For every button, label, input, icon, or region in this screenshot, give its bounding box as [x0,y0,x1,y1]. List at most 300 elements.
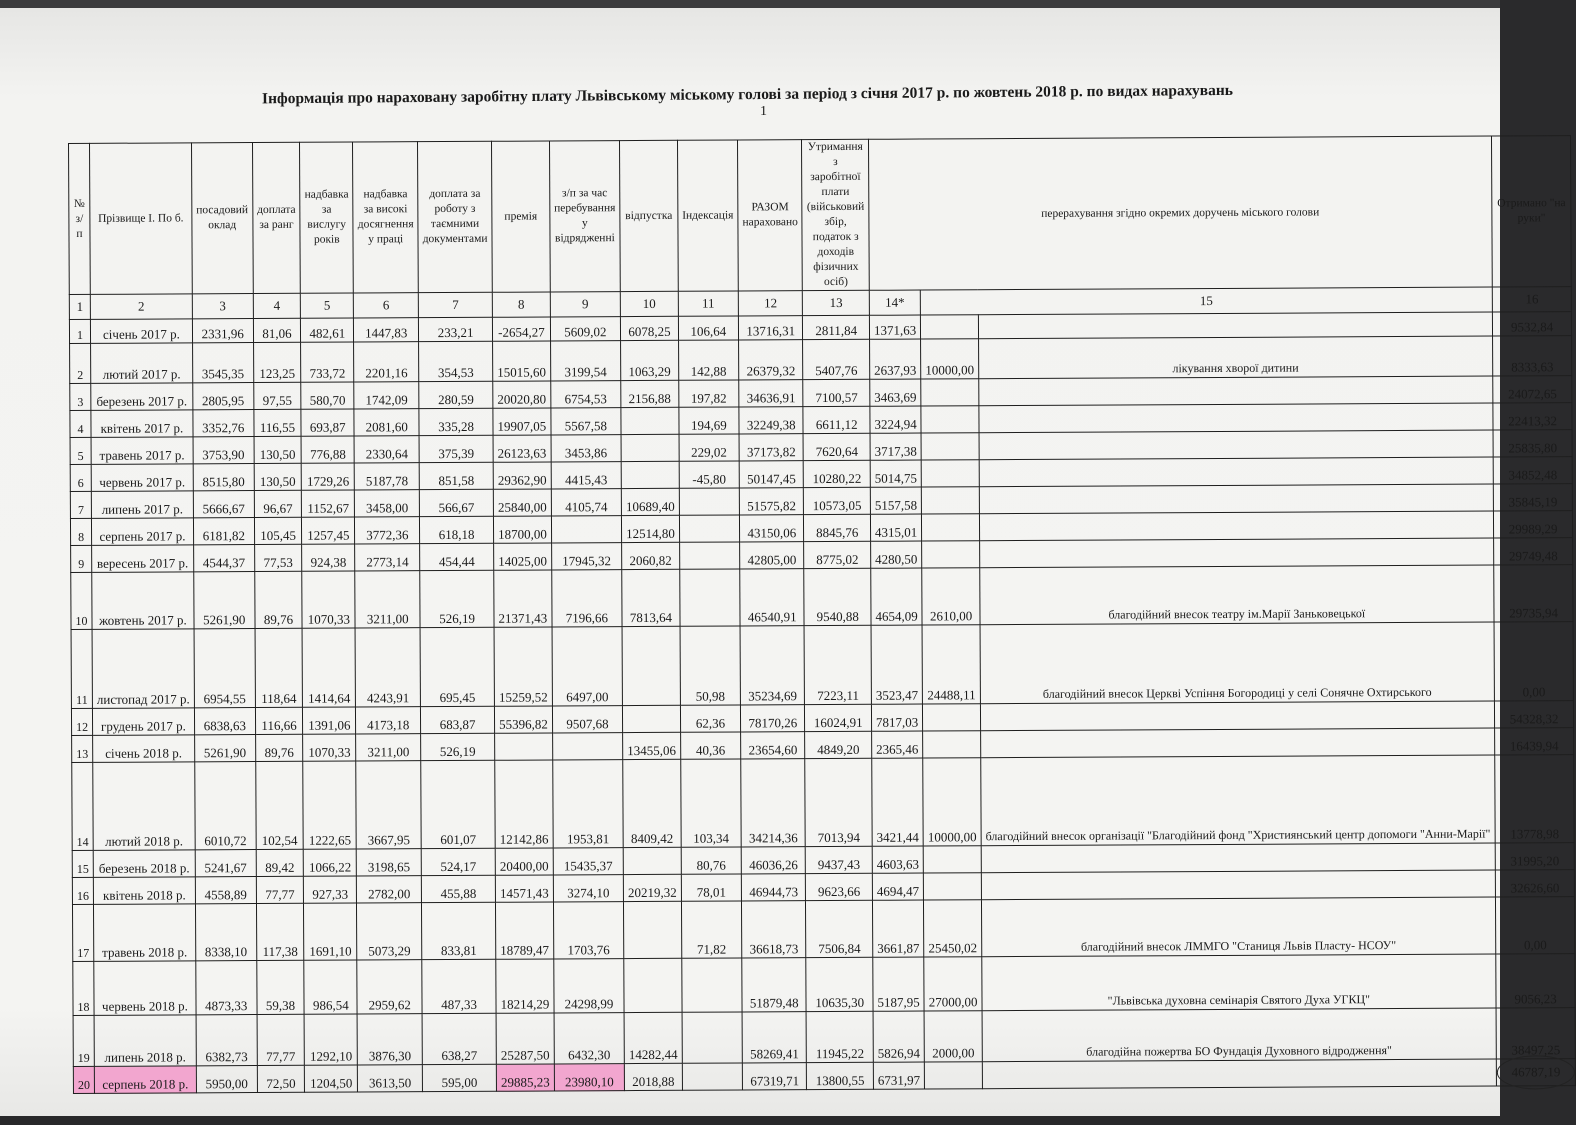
cell-c16: 38497,25 [1496,1008,1576,1059]
cell-c6: 1742,09 [354,382,419,409]
cell-c4: 77,77 [257,1014,305,1065]
cell-c10: 7813,64 [622,569,680,626]
cell-c15a [921,460,979,487]
header-transfers: перерахування згідно окремих доручень міського голови [868,136,1492,290]
header-name: Прізвище І. По б. [90,143,193,295]
cell-c4: 130,50 [254,463,302,490]
col-num: 15 [920,287,1492,315]
cell-c13: 9623,66 [806,873,873,900]
cell-c10: 13455,06 [623,732,681,759]
header-rank: доплата за ранг [252,142,300,293]
cell-n: 14 [72,762,93,850]
col-num: 10 [620,291,678,316]
cell-c3: 3545,35 [192,343,253,383]
cell-c16: 0,00 [1495,897,1575,954]
col-num: 11 [678,291,738,316]
cell-c9: 1953,81 [553,760,624,848]
cell-c6: 3211,00 [355,571,420,628]
cell-c5: 1222,65 [303,761,356,849]
cell-c12: 51879,48 [742,958,807,1012]
header-row [69,136,1572,295]
cell-c14: 5014,75 [870,460,921,487]
cell-n: 12 [71,708,92,735]
cell-c16: 29749,48 [1493,538,1573,565]
cell-c4: 59,38 [257,960,305,1014]
cell-c10 [621,461,679,488]
cell-c15b [980,538,1494,568]
cell-c3: 5261,90 [194,572,255,629]
cell-c4: 89,76 [255,734,303,761]
cell-c15b: благодійний внесок Церкві Успіння Богородиці у селі Сонячне Охтирського [980,622,1494,704]
cell-c12: 35234,69 [740,626,805,705]
cell-c7: 851,58 [419,462,493,489]
cell-c7: 524,17 [421,848,495,875]
cell-c12: 58269,41 [742,1012,807,1063]
cell-c8: 18789,47 [496,902,554,959]
cell-c6: 3667,95 [356,761,421,849]
cell-c15a [921,406,979,433]
cell-c13: 6611,12 [803,406,870,433]
cell-c6: 2081,60 [354,409,419,436]
cell-n: 19 [73,1015,94,1066]
cell-c11: 197,82 [679,380,739,407]
cell-c13: 9540,88 [804,568,871,625]
cell-month: серпень 2018 р. [94,1066,196,1094]
cell-c12: 42805,00 [740,542,805,569]
cell-c3: 2331,96 [192,319,253,343]
cell-c8: 14025,00 [494,543,552,570]
cell-c8: 15015,60 [493,341,551,381]
cell-c16: 29735,94 [1493,565,1573,622]
col-num: 9 [550,292,620,317]
cell-n: 13 [72,735,93,762]
cell-c10: 14282,44 [624,1012,682,1063]
cell-c14: 3523,47 [871,625,923,704]
cell-c3: 6954,55 [194,629,255,708]
cell-n: 20 [73,1066,94,1093]
cell-c4: 130,50 [254,436,302,463]
cell-c12: 50147,45 [739,461,804,488]
cell-c14: 6731,97 [873,1062,924,1089]
cell-c11 [682,1063,742,1090]
cell-c7: 526,19 [420,570,494,627]
cell-c8: 19907,05 [493,408,551,435]
cell-c11 [679,515,739,542]
cell-c5: 1204,50 [305,1065,358,1092]
cell-c13: 10280,22 [804,460,871,487]
cell-c15a [922,487,980,514]
cell-c14: 3421,44 [872,758,924,846]
cell-month: квітень 2018 р. [93,877,195,905]
cell-c11: 40,36 [680,732,740,759]
cell-c5: 927,33 [304,876,357,903]
cell-c7: 354,53 [419,341,493,381]
cell-c7: 695,45 [420,627,494,706]
cell-c15a [921,379,979,406]
cell-c9: 9507,68 [552,706,622,733]
cell-month: березень 2018 р. [93,850,195,878]
cell-c12: 43150,06 [739,515,804,542]
cell-c15a [923,846,981,873]
cell-n: 3 [70,383,91,410]
cell-c5: 1070,33 [302,571,355,628]
cell-c11: 106,64 [678,316,738,340]
cell-c13: 8775,02 [804,541,871,568]
header-business-trip: з/п за час перебування у відрядженні [549,141,620,292]
cell-c4: 105,45 [254,517,302,544]
cell-c9: 15435,37 [553,848,623,875]
cell-c3: 6181,82 [193,518,254,545]
header-vacation: відпустка [620,140,679,291]
cell-c13: 7620,64 [804,433,871,460]
cell-c3: 4558,89 [195,877,256,904]
cell-c10 [621,434,679,461]
cell-c4: 81,06 [253,318,301,342]
cell-c12: 36618,73 [742,901,807,958]
cell-c11: -45,80 [679,461,739,488]
cell-c4: 102,54 [255,761,303,849]
cell-c6: 3458,00 [355,490,420,517]
col-num: 1 [69,294,90,319]
cell-c14: 3661,87 [872,900,924,957]
cell-c6: 5187,78 [354,463,419,490]
cell-month: квітень 2017 р. [91,410,193,438]
cell-c12: 46944,73 [741,874,806,901]
header-seniority: надбавка за вислугу років [300,142,354,293]
cell-c3: 8515,80 [193,464,254,491]
cell-n: 10 [71,572,92,629]
table-row [73,954,1576,1016]
cell-c7: 233,21 [419,317,493,341]
cell-c10 [623,847,681,874]
cell-c7: 683,87 [421,706,495,733]
cell-c8: 26123,63 [493,435,551,462]
cell-c15b [979,484,1493,514]
cell-c4: 116,55 [254,409,302,436]
cell-c3: 6382,73 [196,1015,257,1066]
cell-c11: 103,34 [681,759,742,847]
cell-c14: 3224,94 [870,406,921,433]
cell-c4: 117,38 [256,903,304,960]
cell-c4: 77,53 [254,544,302,571]
cell-c15a [921,433,979,460]
cell-c9: 17945,32 [551,543,621,570]
col-num: 12 [738,291,803,316]
header-bonus: премія [492,141,551,292]
cell-c13: 7506,84 [806,900,873,957]
cell-c12: 13716,31 [738,316,803,340]
cell-c5: 1691,10 [304,903,357,960]
cell-c15b [981,843,1495,873]
cell-c8 [495,733,553,760]
cell-c15b [982,1059,1496,1089]
cell-c8: 25287,50 [496,1013,554,1064]
cell-c9: 5567,58 [551,408,621,435]
cell-month: лютий 2018 р. [93,762,195,851]
cell-c10: 10689,40 [621,488,679,515]
cell-c15b: благодійна пожертва БО Фундація Духовного відродження" [982,1008,1496,1062]
cell-c5: 580,70 [301,382,354,409]
cell-c7: 375,39 [419,435,493,462]
cell-c12: 78170,26 [740,705,805,732]
cell-c13: 9437,43 [806,846,873,873]
cell-c16: 24072,65 [1492,376,1572,403]
cell-c6: 2959,62 [357,960,422,1014]
cell-c10: 12514,80 [622,515,680,542]
cell-c16: 54328,32 [1494,701,1574,728]
cell-c15b: благодійний внесок ЛММГО "Станиця Львів Пласту- НСОУ" [981,897,1495,957]
cell-c15a [922,514,980,541]
cell-c15b: благодійний внесок організації "Благодійний фонд "Християнський центр допомоги "Анни-Марії" [981,755,1495,846]
cell-c6: 2330,64 [354,436,419,463]
cell-c6: 3876,30 [357,1014,422,1065]
cell-c15a: 24488,11 [922,625,980,704]
cell-c7: 455,88 [422,875,496,902]
cell-c12: 46540,91 [740,569,805,626]
cell-c13: 10573,05 [804,487,871,514]
cell-c7: 618,18 [420,516,494,543]
cell-c5: 1066,22 [303,849,356,876]
cell-c3: 6010,72 [195,762,256,850]
cell-c15a [925,1062,983,1089]
cell-c10 [623,705,681,732]
cell-c4: 77,77 [256,876,304,903]
cell-c15a: 25450,02 [924,900,982,957]
circled-total: 46787,19 [1497,1055,1576,1089]
cell-c3: 5666,67 [193,491,254,518]
cell-c6: 4243,91 [355,628,420,707]
cell-c13: 10635,30 [806,957,873,1011]
cell-c11: 80,76 [681,847,741,874]
col-num: 13 [803,290,870,315]
cell-c13: 16024,91 [805,704,872,731]
col-num: 6 [354,293,419,318]
cell-c13: 13800,55 [807,1062,874,1089]
cell-c16: 0,00 [1494,622,1574,701]
cell-c6: 2201,16 [354,342,419,382]
cell-c5: 1257,45 [302,517,355,544]
cell-c3: 4544,37 [193,545,254,572]
cell-c11: 71,82 [681,901,742,958]
cell-c10: 8409,42 [623,759,681,847]
cell-n: 7 [70,491,91,518]
cell-c4: 118,64 [255,628,303,707]
cell-c14: 5826,94 [873,1011,925,1062]
col-num: 3 [192,294,253,319]
cell-c6: 5073,29 [357,903,422,960]
cell-c15b [981,870,1495,900]
cell-c7: 335,28 [419,408,493,435]
cell-c14: 5157,58 [870,487,921,514]
cell-c12: 46036,26 [741,847,806,874]
cell-c5: 1070,33 [303,734,356,761]
cell-c15b: благодійний внесок театру ім.Марії Заньковецької [980,565,1494,625]
cell-c16: 9056,23 [1496,954,1576,1008]
cell-c12: 32249,38 [739,407,804,434]
cell-c9: 24298,99 [554,959,625,1013]
cell-c11: 62,36 [680,705,740,732]
cell-n: 6 [70,464,91,491]
cell-month: січень 2018 р. [93,735,195,763]
cell-n: 9 [71,545,92,572]
cell-c16: 34852,48 [1493,457,1573,484]
cell-c6: 3198,65 [357,849,422,876]
table-row [71,565,1574,630]
cell-c14: 4280,50 [871,541,922,568]
cell-c8: -2654,27 [492,317,550,341]
cell-c7: 280,59 [419,381,493,408]
cell-c15a: 10000,00 [921,339,979,379]
cell-c9: 5609,02 [550,317,620,341]
cell-c11 [682,1012,743,1063]
cell-c16: 25835,80 [1493,430,1573,457]
cell-month: липень 2017 р. [91,491,193,519]
table-row [73,1008,1576,1067]
cell-c6: 1447,83 [354,318,419,342]
cell-c16: 35845,19 [1493,484,1573,511]
header-num: № з/п [69,143,91,294]
cell-c16: 29989,29 [1493,511,1573,538]
cell-c3: 5950,00 [196,1066,257,1093]
cell-c14: 2365,46 [872,731,923,758]
cell-c9 [552,733,622,760]
cell-c10: 1063,29 [621,340,679,380]
cell-c16: 31995,20 [1495,843,1575,870]
cell-c12: 34214,36 [741,759,806,847]
cell-c12: 67319,71 [742,1063,807,1090]
cell-month: червень 2018 р. [94,961,196,1016]
cell-c10: 20219,32 [623,874,681,901]
cell-n: 18 [73,961,94,1015]
cell-c10: 2156,88 [621,380,679,407]
col-num: 4 [253,293,301,318]
cell-n: 5 [70,437,91,464]
cell-c11: 50,98 [680,626,741,705]
cell-c10: 2018,88 [624,1063,682,1090]
cell-c4: 123,25 [253,342,301,382]
cell-c10 [624,958,682,1012]
cell-c3: 2805,95 [193,383,254,410]
cell-month: серпень 2017 р. [91,518,193,546]
cell-c11 [680,569,741,626]
cell-n: 8 [70,518,91,545]
cell-c16: 9532,84 [1492,312,1572,336]
cell-c16: 22413,32 [1493,403,1573,430]
cell-c14: 4603,63 [872,846,923,873]
cell-c3: 5241,67 [195,850,256,877]
cell-c8: 18214,29 [496,959,554,1013]
cell-c7: 595,00 [423,1064,497,1091]
cell-c15a [923,704,981,731]
cell-n: 11 [71,629,92,708]
cell-c15b [978,312,1492,339]
cell-c13: 11945,22 [807,1011,874,1062]
cell-c14: 5187,95 [873,957,925,1011]
cell-c5: 1292,10 [304,1014,357,1065]
cell-c8: 55396,82 [494,706,552,733]
table-body [69,312,1576,1094]
cell-c15a: 27000,00 [924,957,982,1011]
header-achievement: надбавка за високі досягнення у праці [353,142,419,293]
cell-c8: 18700,00 [493,516,551,543]
cell-c8: 20020,80 [493,381,551,408]
cell-n: 2 [70,343,91,383]
cell-c12: 34636,91 [739,380,804,407]
cell-c7: 487,33 [422,959,496,1013]
cell-c15a [924,873,982,900]
table-row [72,755,1575,851]
cell-c8: 15259,52 [494,627,552,706]
cell-c14: 3463,69 [870,379,921,406]
cell-c13: 2811,84 [803,315,870,339]
cell-c12: 37173,82 [739,434,804,461]
col-num: 5 [301,293,354,318]
cell-month: вересень 2017 р. [92,545,194,573]
cell-c10 [621,407,679,434]
cell-c11: 229,02 [679,434,739,461]
cell-c13: 4849,20 [805,731,872,758]
cell-c16 [1496,1059,1576,1086]
cell-c6: 3772,36 [355,517,420,544]
cell-c13: 7223,11 [805,625,872,704]
cell-c9: 3274,10 [553,875,623,902]
cell-c4: 96,67 [254,490,302,517]
header-received: Отримано "на руки" [1491,136,1572,287]
cell-month: липень 2018 р. [94,1015,196,1067]
col-num: 16 [1492,287,1572,312]
cell-c13: 8845,76 [804,514,871,541]
cell-c6: 3211,00 [356,734,421,761]
cell-month: жовтень 2017 р. [92,572,194,630]
cell-c5: 733,72 [301,342,354,382]
cell-c11: 194,69 [679,407,739,434]
cell-c11 [679,542,739,569]
cell-c5: 693,87 [301,409,354,436]
cell-c5: 924,38 [302,544,355,571]
cell-c9: 4415,43 [551,462,621,489]
cell-c5: 986,54 [304,960,357,1014]
cell-c9: 6754,53 [551,381,621,408]
table-row [71,622,1574,709]
cell-c5: 776,88 [301,436,354,463]
cell-c15b [979,376,1493,406]
cell-c15b [979,457,1493,487]
cell-month: січень 2017 р. [90,319,192,344]
cell-c15a [923,731,981,758]
cell-c4: 89,42 [256,849,304,876]
header-indexation: Індексація [677,140,738,291]
col-num: 7 [418,292,492,317]
bottom-shadow [0,1116,1500,1125]
cell-c9: 23980,10 [554,1064,624,1091]
cell-c5: 1391,06 [303,707,356,734]
cell-c15a [921,315,979,339]
cell-c15b [980,701,1494,731]
cell-month: грудень 2017 р. [92,708,194,736]
table-row [72,897,1575,962]
header-secret-docs: доплата за роботу з таємними документами [418,141,493,292]
cell-c14: 4654,09 [871,568,923,625]
cell-c16: 8333,63 [1492,336,1572,376]
cell-c5: 482,61 [301,318,354,342]
cell-c7: 833,81 [422,902,496,959]
cell-c9 [551,516,621,543]
cell-month: травень 2017 р. [91,437,193,465]
cell-c13: 5407,76 [803,339,870,379]
cell-c7: 526,19 [421,733,495,760]
cell-c7: 601,07 [421,760,495,848]
cell-c15a: 10000,00 [923,758,981,846]
